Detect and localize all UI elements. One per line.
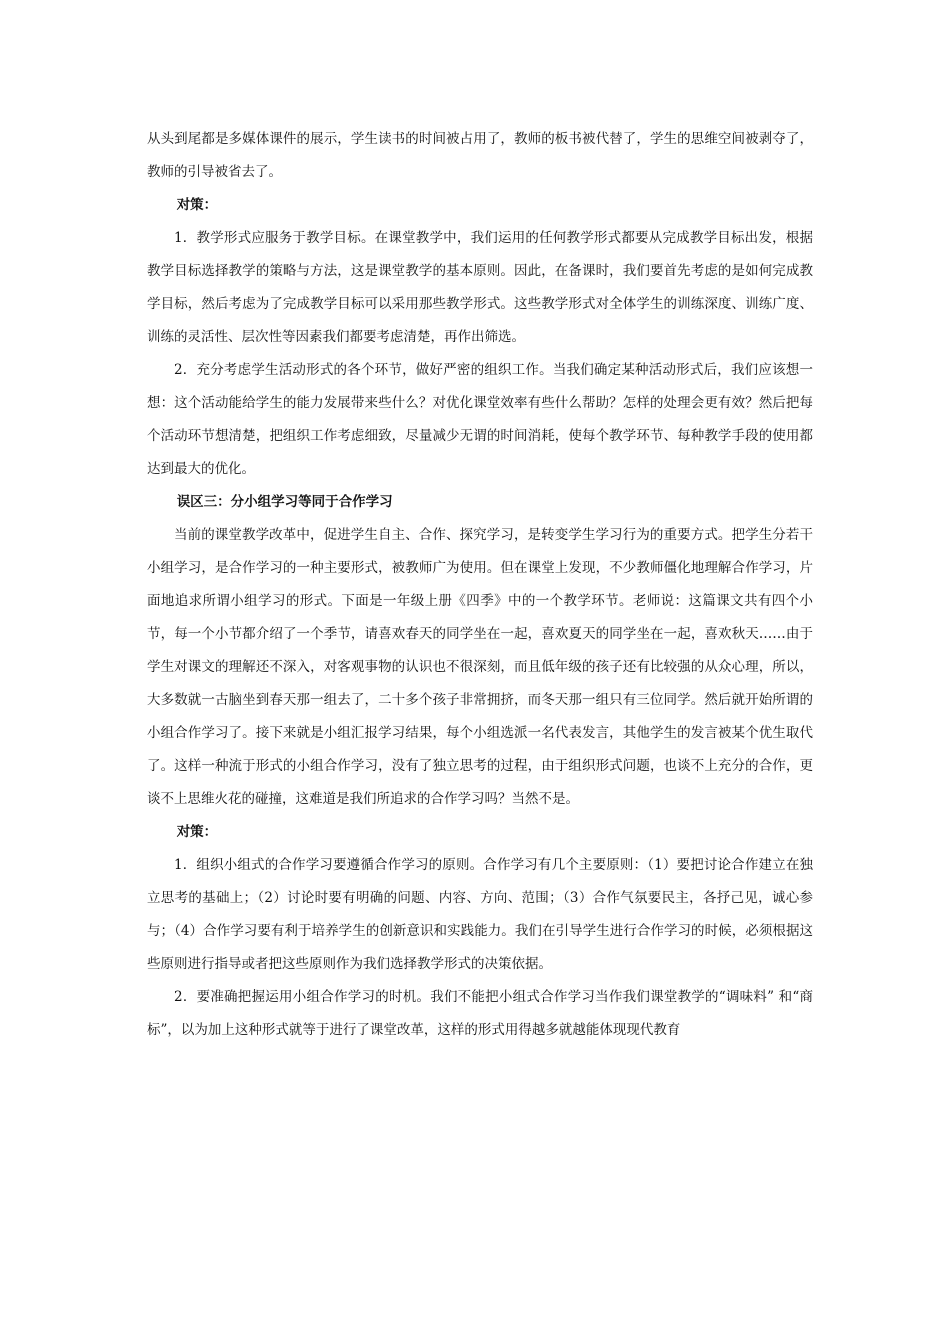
paragraph: 1．组织小组式的合作学习要遵循合作学习的原则。合作学习有几个主要原则：（1）要把讨论合作建立在独立思考的基础上；（2）讨论时要有明确的问题、内容、方向、范围；（3）合作气氛要民主，各抒己见，诚心参与；（4）合作学习要有利于培养学生的创新意识和实践能力。我们在引导学生进行合作学习的时候，必须根据这些原则进行指导或者把这些原则作为我们选择教学形式的决策依据。 (147, 857, 813, 972)
section-heading: 对策： (176, 197, 218, 213)
section-heading: 对策： (176, 824, 218, 840)
section-heading: 误区三：分小组学习等同于合作学习 (176, 494, 393, 510)
paragraph: 1．教学形式应服务于教学目标。在课堂教学中，我们运用的任何教学形式都要从完成教学目标出发，根据教学目标选择教学的策略与方法，这是课堂教学的基本原则。因此，在备课时，我们要首先考虑的是如何完成教学目标，然后考虑为了完成教学目标可以采用那些教学形式。这些教学形式对全体学生的训练深度、训练广度、训练的灵活性、层次性等因素我们都要考虑清楚，再作出筛选。 (147, 230, 813, 345)
paragraph: 当前的课堂教学改革中，促进学生自主、合作、探究学习，是转变学生学习行为的重要方式。把学生分若干小组学习，是合作学习的一种主要形式，被教师广为使用。但在课堂上发现，不少教师僵化地理解合作学习，片面地追求所谓小组学习的形式。下面是一年级上册《四季》中的一个教学环节。老师说：这篇课文共有四个小节，每一个小节都介绍了一个季节，请喜欢春天的同学坐在一起，喜欢夏天的同学坐在一起，喜欢秋天……由于学生对课文的理解还不深入，对客观事物的认识也不很深刻，而且低年级的孩子还有比较强的从众心理，所以，大多数就一古脑坐到春天那一组去了，二十多个孩子非常拥挤，而冬天那一组只有三位同学。然后就开始所谓的小组合作学习了。接下来就是小组汇报学习结果，每个小组选派一名代表发言，其他学生的发言被某个优生取代了。这样一种流于形式的小组合作学习，没有了独立思考的过程，由于组织形式问题，也谈不上充分的合作，更谈不上思维火花的碰撞，这难道是我们所追求的合作学习吗？当然不是。 (147, 527, 813, 807)
paragraph: 2．要准确把握运用小组合作学习的时机。我们不能把小组式合作学习当作我们课堂教学的“调味料” 和“商标”，以为加上这种形式就等于进行了课堂改革，这样的形式用得越多就越能体现现代教育 (147, 989, 813, 1038)
document-page (147, 123, 813, 1047)
paragraph: 2．充分考虑学生活动形式的各个环节，做好严密的组织工作。当我们确定某种活动形式后，我们应该想一想：这个活动能给学生的能力发展带来些什么？对优化课堂效率有些什么帮助？怎样的处理会更有效？然后把每个活动环节想清楚，把组织工作考虑细致，尽量减少无谓的时间消耗，使每个教学环节、每种教学手段的使用都达到最大的优化。 (147, 362, 813, 477)
paragraph: 从头到尾都是多媒体课件的展示，学生读书的时间被占用了，教师的板书被代替了，学生的思维空间被剥夺了，教师的引导被省去了。 (147, 131, 813, 180)
